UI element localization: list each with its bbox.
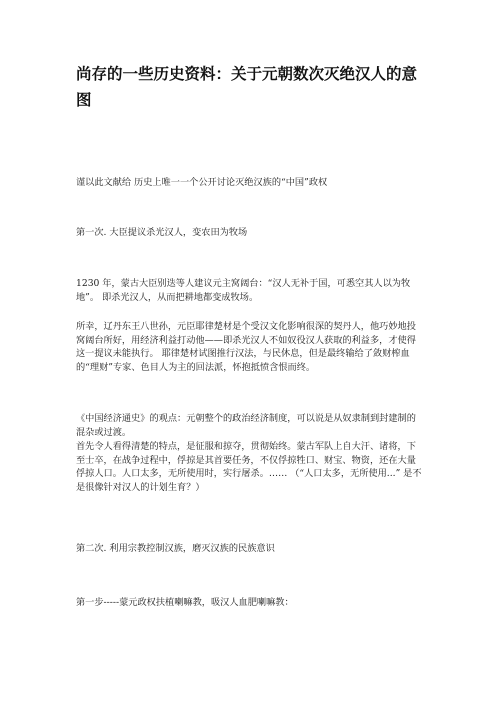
paragraph-economic-history: 《中国经济通史》的观点：元朝整个的政治经济制度，可以说是从奴隶制到封建制的混杂或过渡。 (76, 413, 416, 438)
paragraph-1230: 1230 年，蒙古大臣别迭等人建议元主窝阔台：“汉人无补于国，可悉空其人以为牧地”。 即杀光汉人，从而把耕地都变成牧场。 (76, 278, 411, 303)
document-title: 尚存的一些历史资料：关于元朝数次灭绝汉人的意图 (76, 65, 418, 109)
paragraph-yelv-chucai: 所幸，辽丹东王八世孙，元臣耶律楚材是个受汉文化影响很深的契丹人，他巧妙地投窝阔台所好，用经济利益打动他——即杀光汉人不如奴役汉人获取的利益多，才使得这一提议未能执行。 耶律楚材试图推行汉法，与民休息，但是最终输给了敛财榨血的“理财”专家、色目人为主的回法派，怀抱抵愤含恨而终。 (76, 321, 416, 373)
section-heading-second: 第二次. 利用宗教控制汉族，磨灭汉族的民族意识 (76, 543, 275, 554)
paragraph-conquest: 首先令人看得清楚的特点，是征服和掠夺，贯彻始终。蒙古军队上自大汗、诸将，下至士卒，在战争过程中，俘掠是其首要任务，不仅俘掠牲口、财宝、物资，还在大量俘掠人口。人口太多，无所使用时，实行屠杀。…… （“人口太多，无所使用...” 是不是很像针对汉人的计划生育？） (76, 441, 422, 493)
document-subtitle: 谨以此文献给 历史上唯一一个公开讨论灭绝汉族的“中国”政权 (76, 177, 328, 188)
section-heading-first: 第一次. 大臣提议杀光汉人，变农田为牧场 (76, 227, 248, 238)
step-one-text: 第一步-----蒙元政权扶植喇嘛教，吸汉人血肥喇嘛教： (76, 597, 294, 608)
